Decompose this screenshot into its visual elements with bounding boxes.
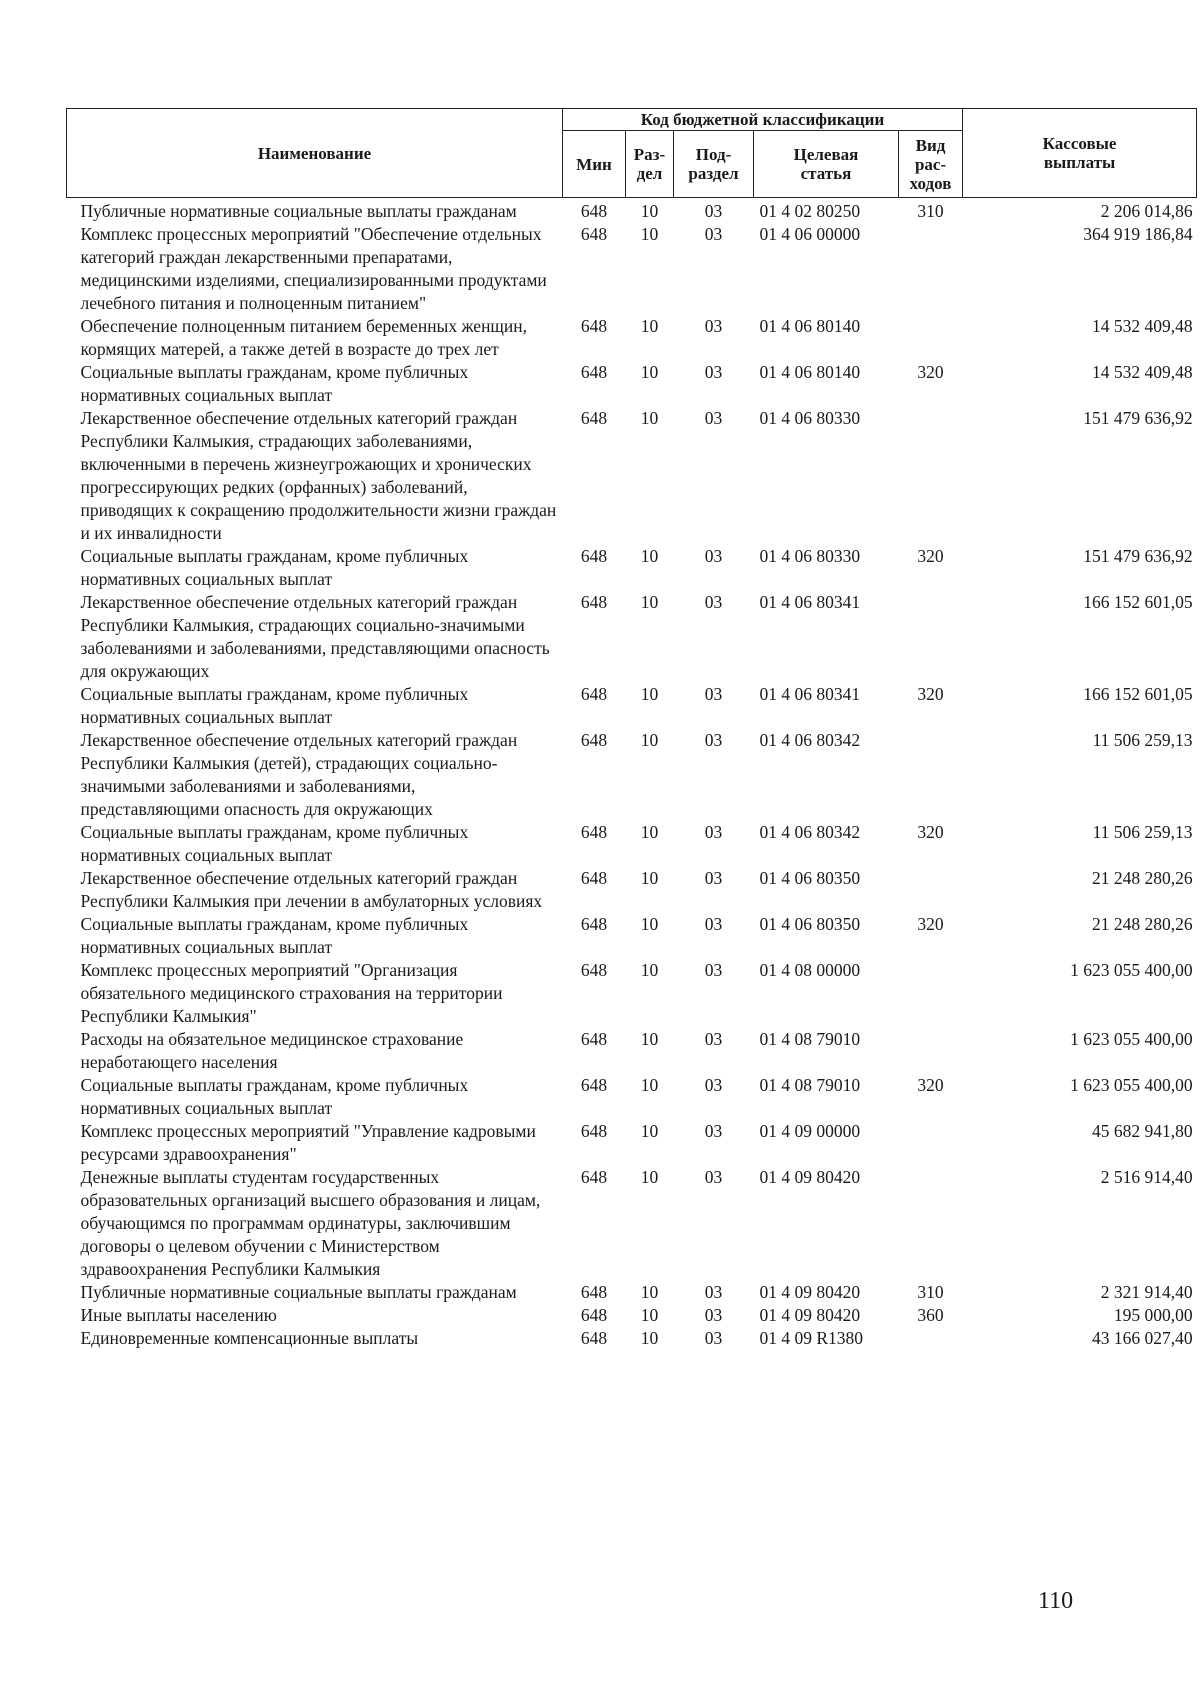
row-razdel: 10	[640, 1029, 659, 1049]
row-amount: 43 166 027,40	[1091, 1328, 1193, 1348]
row-name: Комплекс процессных мероприятий "Организация обязательного медицинского страхования на территории Республики Калмыкия"	[80, 960, 503, 1026]
row-podrazdel: 03	[704, 914, 723, 934]
table-row	[67, 913, 1197, 959]
row-podrazdel: 03	[704, 1029, 723, 1049]
row-amount: 1 623 055 400,00	[1070, 960, 1193, 980]
row-target: 01 4 06 80140	[759, 362, 861, 382]
row-vid: 320	[917, 546, 944, 566]
row-razdel: 10	[640, 408, 659, 428]
row-amount: 2 206 014,86	[1100, 201, 1193, 221]
row-target: 01 4 08 79010	[759, 1075, 861, 1095]
row-name: Социальные выплаты гражданам, кроме публичных нормативных социальных выплат	[80, 684, 469, 727]
row-amount: 2 516 914,40	[1100, 1167, 1193, 1187]
row-podrazdel: 03	[704, 730, 723, 750]
row-target: 01 4 08 00000	[759, 960, 861, 980]
table-row	[67, 545, 1197, 591]
row-vid	[899, 223, 963, 315]
row-amount: 151 479 636,92	[1083, 546, 1193, 566]
table-row	[67, 591, 1197, 683]
row-vid: 310	[917, 201, 944, 221]
row-min: 648	[580, 822, 608, 842]
row-target: 01 4 06 80330	[759, 546, 861, 566]
table-row	[67, 729, 1197, 821]
row-vid	[899, 729, 963, 821]
row-target: 01 4 06 00000	[759, 224, 861, 244]
row-min: 648	[580, 684, 608, 704]
row-vid	[899, 867, 963, 913]
row-vid	[899, 1028, 963, 1074]
header-code-group: Код бюджетной классификации	[563, 109, 963, 131]
row-min: 648	[580, 592, 608, 612]
table-row	[67, 1304, 1197, 1327]
row-podrazdel: 03	[704, 1328, 723, 1348]
row-razdel: 10	[640, 1305, 659, 1325]
row-razdel: 10	[640, 1167, 659, 1187]
row-target: 01 4 08 79010	[759, 1029, 861, 1049]
row-podrazdel: 03	[704, 201, 723, 221]
row-name: Лекарственное обеспечение отдельных категорий граждан Республики Калмыкия, страдающих заболеваниями, включенными в перечень жизнеугрожающих и хронических прогрессирующих редких (орфанных) заболеваний, приводящих к сокращению продолжительности жизни граждан и их инвалидности	[80, 408, 557, 543]
header-amount: Кассовые выплаты	[963, 109, 1197, 198]
row-vid: 360	[917, 1305, 944, 1325]
row-min: 648	[580, 201, 608, 221]
row-target: 01 4 06 80330	[759, 408, 861, 428]
row-vid: 320	[917, 822, 944, 842]
row-razdel: 10	[640, 224, 659, 244]
row-name: Единовременные компенсационные выплаты	[80, 1328, 419, 1348]
row-target: 01 4 06 80140	[759, 316, 861, 336]
row-amount: 21 248 280,26	[1091, 868, 1193, 888]
row-razdel: 10	[640, 1121, 659, 1141]
row-vid	[899, 407, 963, 545]
row-razdel: 10	[640, 362, 659, 382]
row-amount: 14 532 409,48	[1091, 362, 1193, 382]
row-podrazdel: 03	[704, 1282, 723, 1302]
row-name: Социальные выплаты гражданам, кроме публичных нормативных социальных выплат	[80, 546, 469, 589]
row-min: 648	[580, 1075, 608, 1095]
row-name: Денежные выплаты студентам государственных образовательных организаций высшего образования и лицам, обучающимся по программам ординатуры, заключившим договоры о целевом обучении с Министерством здравоохранения Республики Калмыкия	[80, 1167, 541, 1279]
table-row	[67, 1327, 1197, 1350]
row-razdel: 10	[640, 316, 659, 336]
row-podrazdel: 03	[704, 1167, 723, 1187]
row-razdel: 10	[640, 546, 659, 566]
row-amount: 166 152 601,05	[1083, 592, 1193, 612]
row-min: 648	[580, 960, 608, 980]
table-row	[67, 821, 1197, 867]
row-podrazdel: 03	[704, 1305, 723, 1325]
row-amount: 1 623 055 400,00	[1070, 1029, 1193, 1049]
row-target: 01 4 06 80341	[759, 684, 861, 704]
row-target: 01 4 06 80341	[759, 592, 861, 612]
header-target: Целевая статья	[754, 131, 899, 198]
row-min: 648	[580, 1029, 608, 1049]
row-vid	[899, 591, 963, 683]
row-vid: 320	[917, 914, 944, 934]
row-min: 648	[580, 1328, 608, 1348]
row-amount: 45 682 941,80	[1091, 1121, 1193, 1141]
row-name: Публичные нормативные социальные выплаты гражданам	[80, 201, 517, 221]
header-razdel: Раз- дел	[626, 131, 674, 198]
table-row	[67, 315, 1197, 361]
row-min: 648	[580, 546, 608, 566]
row-name: Социальные выплаты гражданам, кроме публичных нормативных социальных выплат	[80, 362, 469, 405]
row-name: Иные выплаты населению	[80, 1305, 277, 1325]
row-min: 648	[580, 362, 608, 382]
row-name: Расходы на обязательное медицинское страхование неработающего населения	[80, 1029, 464, 1072]
table-row	[67, 407, 1197, 545]
row-amount: 2 321 914,40	[1100, 1282, 1193, 1302]
header-vid: Вид рас- ходов	[899, 131, 963, 198]
table-row	[67, 361, 1197, 407]
row-vid	[899, 1327, 963, 1350]
row-vid: 310	[917, 1282, 944, 1302]
row-min: 648	[580, 1121, 608, 1141]
row-amount: 166 152 601,05	[1083, 684, 1193, 704]
table-row	[67, 1166, 1197, 1281]
row-name: Социальные выплаты гражданам, кроме публичных нормативных социальных выплат	[80, 914, 469, 957]
row-name: Обеспечение полноценным питанием беременных женщин, кормящих матерей, а также детей в возрасте до трех лет	[80, 316, 528, 359]
row-min: 648	[580, 316, 608, 336]
row-amount: 11 506 259,13	[1092, 730, 1193, 750]
row-vid: 320	[917, 684, 944, 704]
row-amount: 364 919 186,84	[1083, 224, 1193, 244]
row-target: 01 4 02 80250	[759, 201, 861, 221]
row-razdel: 10	[640, 1282, 659, 1302]
row-podrazdel: 03	[704, 1121, 723, 1141]
row-min: 648	[580, 868, 608, 888]
row-target: 01 4 06 80342	[759, 730, 861, 750]
table-row	[67, 867, 1197, 913]
page-number: 110	[1038, 1588, 1074, 1614]
row-podrazdel: 03	[704, 408, 723, 428]
row-amount: 151 479 636,92	[1083, 408, 1193, 428]
row-podrazdel: 03	[704, 546, 723, 566]
row-name: Социальные выплаты гражданам, кроме публичных нормативных социальных выплат	[80, 1075, 469, 1118]
row-min: 648	[580, 1305, 608, 1325]
row-target: 01 4 09 80420	[759, 1282, 861, 1302]
row-amount: 21 248 280,26	[1091, 914, 1193, 934]
row-name: Социальные выплаты гражданам, кроме публичных нормативных социальных выплат	[80, 822, 469, 865]
header-name: Наименование	[67, 109, 563, 198]
row-podrazdel: 03	[704, 362, 723, 382]
table-header	[67, 109, 1197, 198]
row-razdel: 10	[640, 201, 659, 221]
row-razdel: 10	[640, 822, 659, 842]
row-vid	[899, 1166, 963, 1281]
budget-table	[66, 108, 1197, 1350]
row-razdel: 10	[640, 868, 659, 888]
row-podrazdel: 03	[704, 960, 723, 980]
row-name: Лекарственное обеспечение отдельных категорий граждан Республики Калмыкия (детей), страдающих социально-значимыми заболеваниями и заболеваниями, представляющими опасность для окружающих	[80, 730, 518, 819]
row-vid	[899, 1120, 963, 1166]
budget-table-sheet	[66, 108, 1196, 1350]
header-min: Мин	[563, 131, 626, 198]
row-podrazdel: 03	[704, 1075, 723, 1095]
row-target: 01 4 06 80350	[759, 914, 861, 934]
row-podrazdel: 03	[704, 592, 723, 612]
table-row	[67, 1120, 1197, 1166]
row-amount: 14 532 409,48	[1091, 316, 1193, 336]
row-name: Публичные нормативные социальные выплаты гражданам	[80, 1282, 517, 1302]
row-razdel: 10	[640, 684, 659, 704]
row-podrazdel: 03	[704, 224, 723, 244]
row-vid: 320	[917, 1075, 944, 1095]
row-min: 648	[580, 1282, 608, 1302]
row-target: 01 4 09 80420	[759, 1167, 861, 1187]
row-target: 01 4 09 R1380	[759, 1328, 864, 1348]
table-row	[67, 959, 1197, 1028]
row-target: 01 4 06 80350	[759, 868, 861, 888]
row-razdel: 10	[640, 914, 659, 934]
row-podrazdel: 03	[704, 684, 723, 704]
table-row	[67, 1281, 1197, 1304]
row-vid	[899, 959, 963, 1028]
table-row	[67, 683, 1197, 729]
row-razdel: 10	[640, 1075, 659, 1095]
table-row	[67, 223, 1197, 315]
header-podrazdel: Под- раздел	[674, 131, 754, 198]
row-podrazdel: 03	[704, 822, 723, 842]
row-amount: 195 000,00	[1113, 1305, 1193, 1325]
row-vid	[899, 315, 963, 361]
row-vid: 320	[917, 362, 944, 382]
row-min: 648	[580, 914, 608, 934]
table-row	[67, 1074, 1197, 1120]
row-podrazdel: 03	[704, 316, 723, 336]
row-target: 01 4 06 80342	[759, 822, 861, 842]
table-row	[67, 198, 1197, 224]
row-min: 648	[580, 224, 608, 244]
row-razdel: 10	[640, 1328, 659, 1348]
table-row	[67, 1028, 1197, 1074]
row-min: 648	[580, 1167, 608, 1187]
row-name: Комплекс процессных мероприятий "Управление кадровыми ресурсами здравоохранения"	[80, 1121, 536, 1164]
row-min: 648	[580, 730, 608, 750]
table-body	[67, 198, 1197, 1351]
row-min: 648	[580, 408, 608, 428]
row-razdel: 10	[640, 592, 659, 612]
row-podrazdel: 03	[704, 868, 723, 888]
row-razdel: 10	[640, 730, 659, 750]
row-name: Комплекс процессных мероприятий "Обеспечение отдельных категорий граждан лекарственными препаратами, медицинскими изделиями, специализированными продуктами лечебного питания и полноценным питанием"	[80, 224, 547, 313]
row-amount: 1 623 055 400,00	[1070, 1075, 1193, 1095]
row-razdel: 10	[640, 960, 659, 980]
row-name: Лекарственное обеспечение отдельных категорий граждан Республики Калмыкия при лечении в амбулаторных условиях	[80, 868, 543, 911]
row-name: Лекарственное обеспечение отдельных категорий граждан Республики Калмыкия, страдающих социально-значимыми заболеваниями и заболеваниями, представляющими опасность для окружающих	[80, 592, 550, 681]
row-amount: 11 506 259,13	[1092, 822, 1193, 842]
row-target: 01 4 09 80420	[759, 1305, 861, 1325]
row-target: 01 4 09 00000	[759, 1121, 861, 1141]
